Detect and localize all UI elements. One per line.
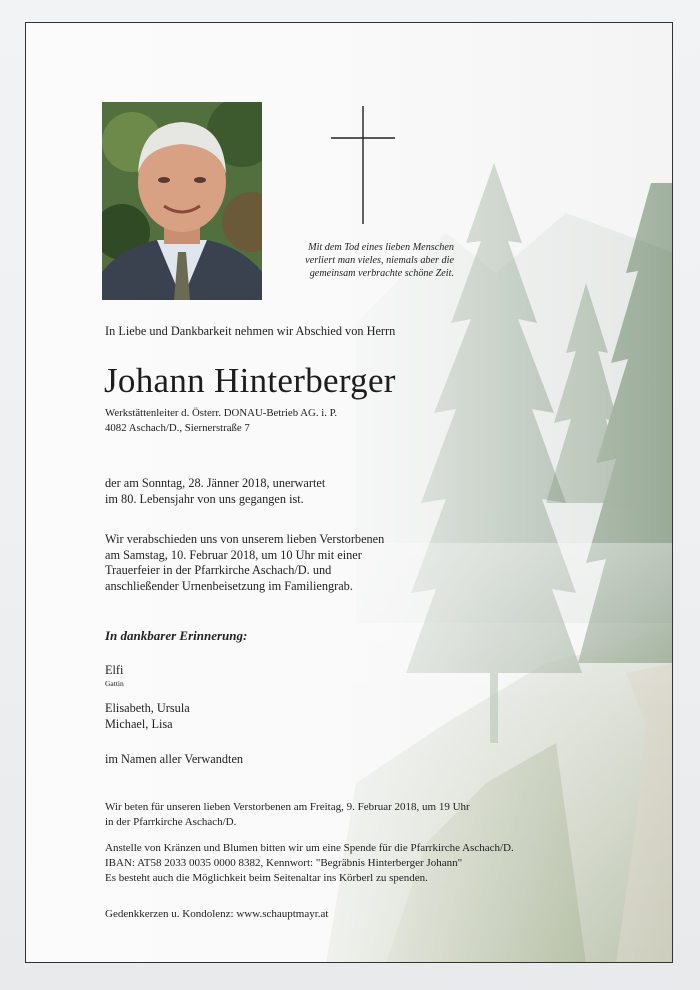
deceased-occupation: Werkstättenleiter d. Österr. DONAU-Betrieb AG. i. P. — [105, 407, 338, 419]
deceased-name: Johann Hinterberger — [104, 361, 396, 400]
children-line: Elisabeth, Ursula — [105, 701, 190, 715]
donation-line: IBAN: AT58 2033 0035 0000 8382, Kennwort: "Begräbnis Hinterberger Johann" — [105, 857, 463, 869]
funeral-announcement — [105, 532, 465, 594]
page-frame — [25, 22, 673, 963]
funeral-line: Wir verabschieden uns von unserem lieben Verstorbenen — [105, 532, 385, 546]
quote-line: verliert man vieles, niemals aber die — [305, 255, 454, 266]
condolence-link[interactable]: Gedenkkerzen u. Kondolenz: www.schauptmayr.at — [105, 908, 329, 920]
spouse-role: Gattin — [105, 679, 124, 688]
quote-line: gemeinsam verbrachte schöne Zeit. — [309, 268, 454, 279]
portrait-photo — [102, 102, 262, 300]
mourners-heading: In dankbarer Erinnerung: — [105, 628, 248, 643]
quote-line: Mit dem Tod eines lieben Menschen — [308, 242, 454, 253]
memorial-quote — [244, 241, 454, 280]
deceased-address: 4082 Aschach/D., Siernerstraße 7 — [105, 422, 250, 434]
funeral-line: am Samstag, 10. Februar 2018, um 10 Uhr mit einer — [105, 547, 362, 562]
funeral-line: Trauerfeier in der Pfarrkirche Aschach/D. und — [105, 563, 332, 577]
death-notice — [105, 476, 405, 507]
donation-line: Es besteht auch die Möglichkeit beim Seitenaltar ins Körberl zu spenden. — [105, 872, 428, 884]
death-notice-line: im 80. Lebensjahr von uns gegangen ist. — [105, 491, 304, 506]
prayer-line: Wir beten für unseren lieben Verstorbenen am Freitag, 9. Februar 2018, um 19 Uhr — [105, 801, 470, 813]
relatives-line: im Namen aller Verwandten — [105, 752, 244, 766]
children-line: Michael, Lisa — [105, 717, 173, 731]
death-notice-line: der am Sonntag, 28. Jänner 2018, unerwartet — [105, 476, 326, 490]
donation-notice — [105, 841, 595, 886]
funeral-line: anschließender Urnenbeisetzung im Familiengrab. — [105, 578, 353, 593]
cross-icon — [331, 106, 395, 224]
prayer-line: in der Pfarrkirche Aschach/D. — [105, 816, 237, 828]
spouse-name: Elfi — [105, 663, 124, 677]
intro-text: In Liebe und Dankbarkeit nehmen wir Abschied von Herrn — [105, 324, 396, 338]
donation-line: Anstelle von Kränzen und Blumen bitten wir um eine Spende für die Pfarrkirche Aschach/D. — [105, 842, 514, 854]
prayer-notice — [105, 800, 565, 830]
